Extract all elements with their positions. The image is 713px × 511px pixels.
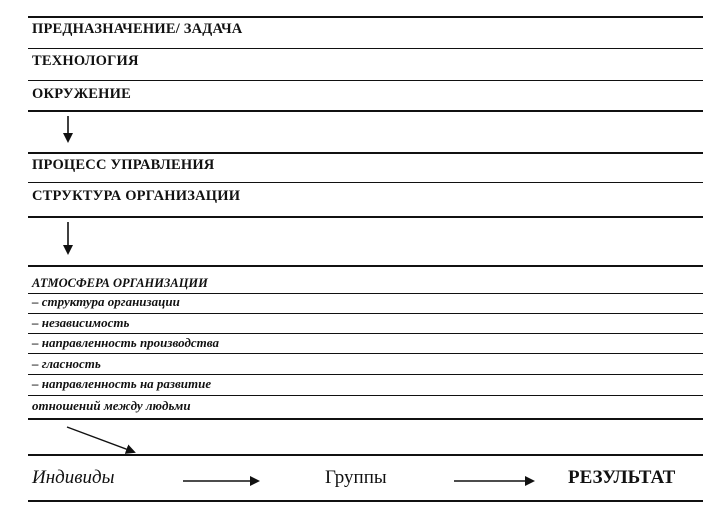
groups-label: Группы bbox=[325, 467, 387, 488]
process-label: ПРОЦЕСС УПРАВЛЕНИЯ bbox=[32, 157, 215, 173]
structure-label: СТРУКТУРА ОРГАНИЗАЦИИ bbox=[32, 188, 241, 204]
list-item: – направленность на развитие bbox=[32, 376, 212, 391]
list-item: отношений между людьми bbox=[32, 398, 191, 413]
list-item: – направленность производства bbox=[32, 335, 220, 350]
diagonal-arrow bbox=[67, 427, 134, 452]
technology-label: ТЕХНОЛОГИЯ bbox=[32, 53, 139, 69]
list-item: – структура организации bbox=[32, 294, 180, 309]
list-item: – независимость bbox=[32, 315, 130, 330]
individuals-label: Индивиды bbox=[32, 467, 115, 488]
purpose-label: ПРЕДНАЗНАЧЕНИЕ/ ЗАДАЧА bbox=[32, 21, 243, 37]
list-item: – гласность bbox=[32, 356, 101, 371]
atmosphere-title: АТМОСФЕРА ОРГАНИЗАЦИИ bbox=[32, 276, 208, 290]
result-label: РЕЗУЛЬТАТ bbox=[568, 467, 676, 488]
environment-label: ОКРУЖЕНИЕ bbox=[32, 86, 131, 102]
